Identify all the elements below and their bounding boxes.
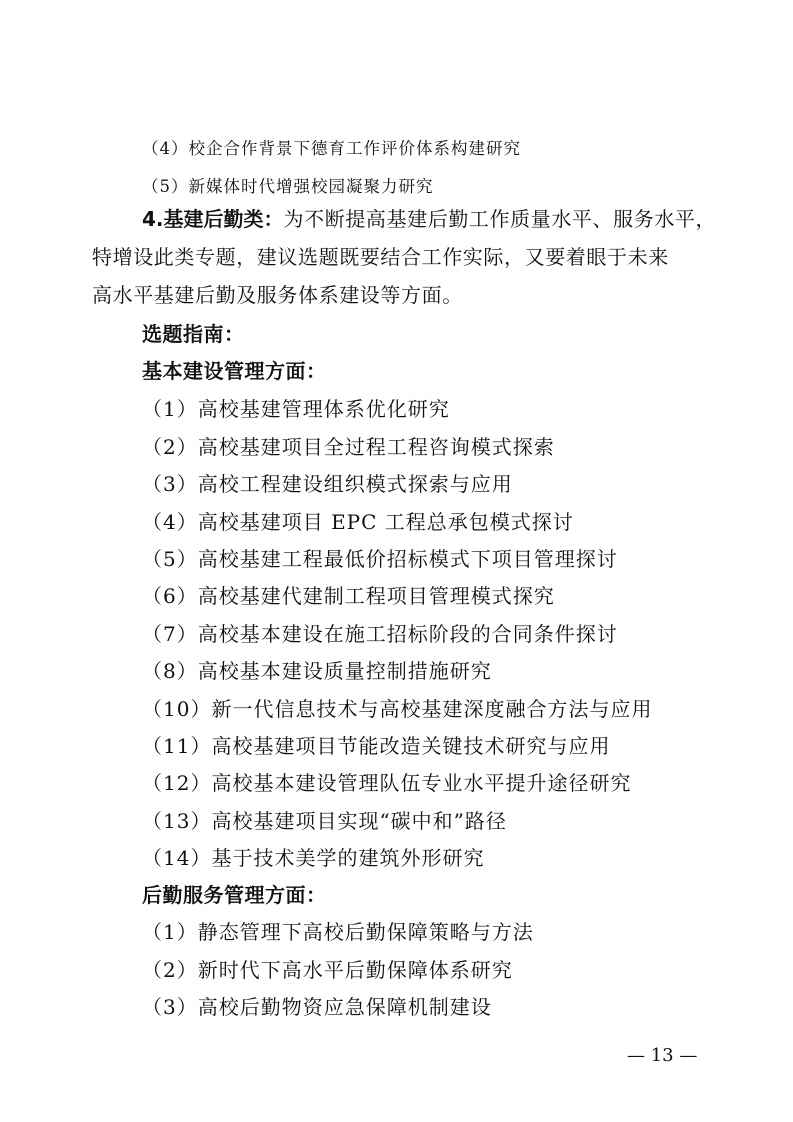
basic-item: （13）高校基建项目实现“碳中和”路径 — [142, 809, 507, 833]
logistics-item: （3）高校后勤物资应急保障机制建设 — [142, 995, 492, 1019]
logistics-item: （2）新时代下高水平后勤保障体系研究 — [142, 958, 513, 982]
basic-item: （10）新一代信息技术与高校基建深度融合方法与应用 — [142, 697, 653, 721]
logistics-title: 后勤服务管理方面： — [142, 883, 327, 907]
basic-item: （3）高校工程建设组织模式探索与应用 — [142, 472, 513, 496]
basic-item: （4）高校基建项目 EPC 工程总承包模式探讨 — [142, 510, 574, 534]
basic-item: （12）高校基本建设管理队伍专业水平提升途径研究 — [142, 771, 632, 795]
topic-item-4: （4）校企合作背景下德育工作评价体系构建研究 — [142, 139, 521, 158]
basic-item: （6）高校基建代建制工程项目管理模式探究 — [142, 584, 555, 608]
basic-item: （7）高校基本建设在施工招标阶段的合同条件探讨 — [142, 622, 618, 646]
page-number: — 13 — — [627, 1045, 698, 1066]
topic-item-5: （5）新媒体时代增强校园凝聚力研究 — [142, 177, 434, 196]
section-4-heading: 4.基建后勤类： — [142, 207, 284, 231]
basic-item: （14）基于技术美学的建筑外形研究 — [142, 846, 485, 870]
basic-item: （8）高校基本建设质量控制措施研究 — [142, 659, 492, 683]
logistics-item: （1）静态管理下高校后勤保障策略与方法 — [142, 920, 534, 944]
section-4-text-1: 为不断提高基建后勤工作质量水平、服务水平， — [283, 207, 717, 231]
section-4-paragraph-line-3: 高水平基建后勤及服务体系建设等方面。 — [92, 283, 463, 307]
basic-construction-title: 基本建设管理方面： — [142, 359, 327, 383]
basic-item: （11）高校基建项目节能改造关键技术研究与应用 — [142, 734, 611, 758]
basic-item: （2）高校基建项目全过程工程咨询模式探索 — [142, 435, 555, 459]
basic-item: （1）高校基建管理体系优化研究 — [142, 397, 450, 421]
section-4-paragraph-line-2: 特增设此类专题，建议选题既要结合工作实际，又要着眼于未来 — [92, 245, 669, 269]
basic-item: （5）高校基建工程最低价招标模式下项目管理探讨 — [142, 547, 618, 571]
guide-title: 选题指南： — [142, 322, 245, 346]
section-4-paragraph-line-1 — [142, 207, 716, 231]
